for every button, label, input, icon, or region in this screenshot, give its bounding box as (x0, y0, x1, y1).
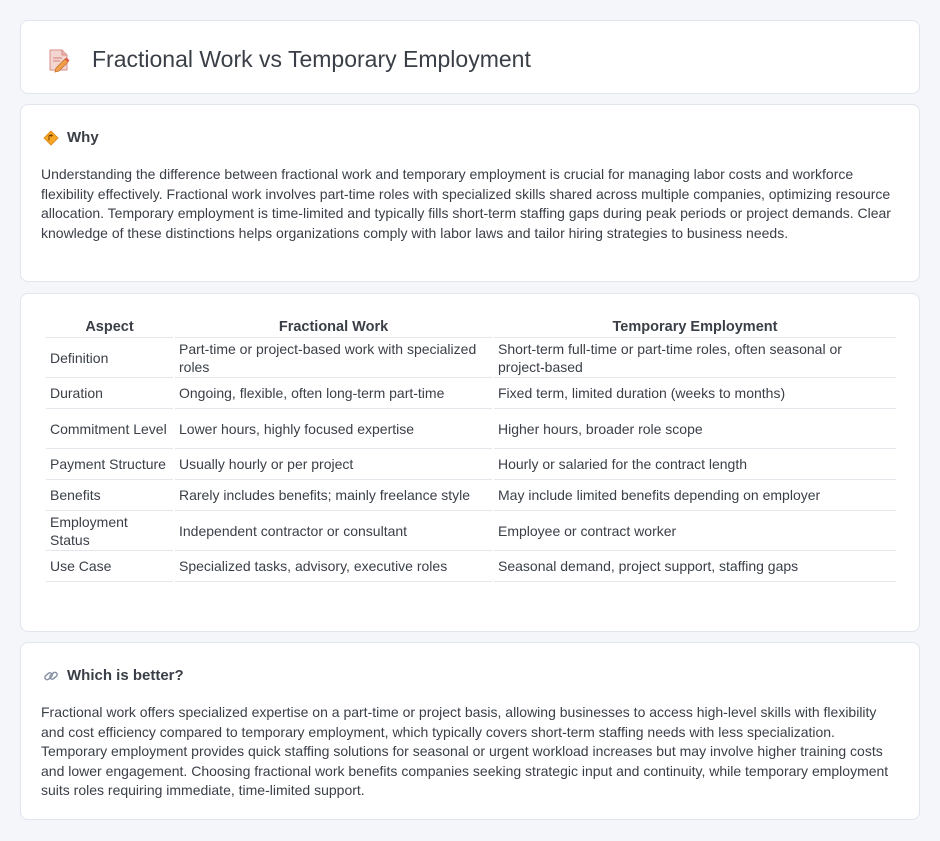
table-row (46, 551, 896, 582)
header-fractional: Fractional Work (175, 316, 492, 338)
row-aspect: Duration (46, 378, 173, 409)
table-row (46, 338, 896, 378)
which-better-text: Fractional work offers specialized expertise on a part-time or project basis, allowing businesses to access high-level skills with flexibility and cost efficiency compared to temporary employment, which typically covers short-term staffing needs with less specialization. Temporary employment provides quick staffing solutions for seasonal or urgent workload increases but may involve higher training costs and lower engagement. Choosing fractional work benefits companies seeking strategic input and continuity, while temporary employment suits roles requiring immediate, time-limited support. (41, 704, 889, 798)
row-aspect: Definition (46, 338, 173, 378)
row-temporary: Short-term full-time or part-time roles, often seasonal or project-based (494, 338, 896, 378)
row-aspect: Payment Structure (46, 449, 173, 480)
table-row (46, 480, 896, 511)
row-aspect: Commitment Level (46, 409, 173, 449)
link-icon (43, 668, 59, 684)
row-aspect: Benefits (46, 480, 173, 511)
table-row (46, 511, 896, 551)
header-temporary: Temporary Employment (494, 316, 896, 338)
document-edit-icon (46, 47, 72, 73)
which-better-title: Which is better? (67, 667, 184, 684)
row-temporary: Seasonal demand, project support, staffing gaps (494, 551, 896, 582)
row-fractional: Ongoing, flexible, often long-term part-time (175, 378, 492, 409)
row-fractional: Specialized tasks, advisory, executive roles (175, 551, 492, 582)
row-aspect: Use Case (46, 551, 173, 582)
which-better-section (20, 642, 920, 820)
why-title: Why (67, 129, 99, 146)
row-temporary: May include limited benefits depending on employer (494, 480, 896, 511)
why-text: Understanding the difference between fractional work and temporary employment is crucial for managing labor costs and workforce flexibility effectively. Fractional work involves part-time roles with specialized skills shared across multiple companies, optimizing resource allocation. Temporary employment is time-limited and typically fills short-term staffing gaps during peak periods or project demands. Clear knowledge of these distinctions helps organizations comply with labor laws and tailor hiring strategies to business needs. (41, 166, 891, 241)
table-row (46, 409, 896, 449)
why-section (20, 104, 920, 282)
row-temporary: Hourly or salaried for the contract length (494, 449, 896, 480)
row-fractional: Usually hourly or per project (175, 449, 492, 480)
table-row (46, 449, 896, 480)
row-temporary: Fixed term, limited duration (weeks to months) (494, 378, 896, 409)
table-header-row (46, 316, 896, 338)
diamond-sign-icon (43, 130, 59, 146)
comparison-card (20, 293, 920, 632)
row-fractional: Part-time or project-based work with specialized roles (175, 338, 492, 378)
header-card (20, 20, 920, 94)
comparison-table (44, 316, 898, 582)
header-aspect: Aspect (46, 316, 173, 338)
row-aspect: Employment Status (46, 511, 173, 551)
row-fractional: Rarely includes benefits; mainly freelance style (175, 480, 492, 511)
row-fractional: Independent contractor or consultant (175, 511, 492, 551)
row-fractional: Lower hours, highly focused expertise (175, 409, 492, 449)
row-temporary: Employee or contract worker (494, 511, 896, 551)
table-row (46, 378, 896, 409)
row-temporary: Higher hours, broader role scope (494, 409, 896, 449)
page-title: Fractional Work vs Temporary Employment (92, 46, 531, 72)
